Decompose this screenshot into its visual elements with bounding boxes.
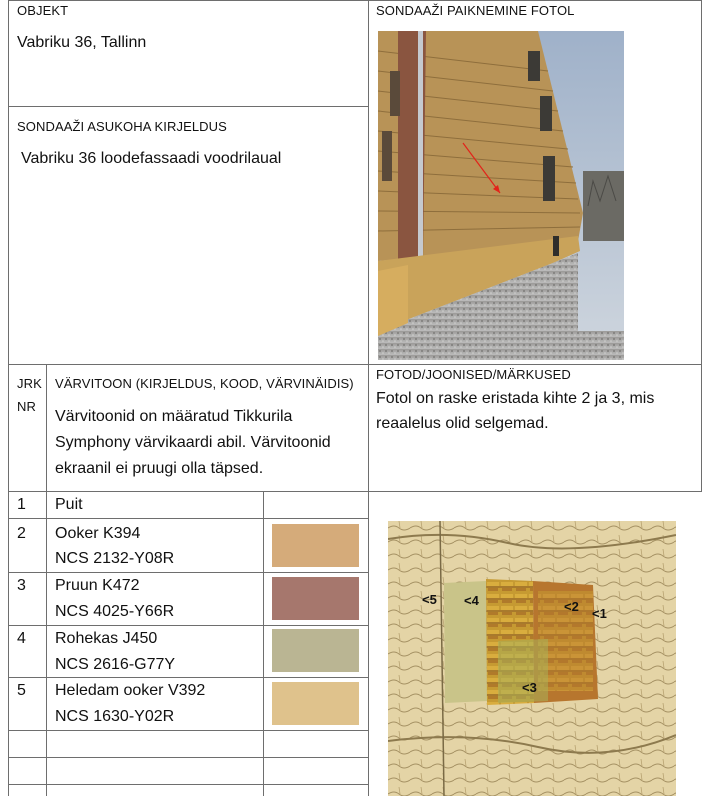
location-label: SONDAAŽI ASUKOHA KIRJELDUS xyxy=(17,119,227,134)
row-4-name: Rohekas J450 xyxy=(55,630,158,647)
row-divider-1 xyxy=(8,518,368,519)
row-1-name: Puit xyxy=(55,496,83,513)
row-2-name: Ooker K394 xyxy=(55,525,141,542)
color-note-line-1: Värvitoonid on määratud Tikkurila xyxy=(55,408,293,425)
table-border-right xyxy=(701,0,702,492)
marker-3: <3 xyxy=(522,680,537,695)
divider-object-location xyxy=(8,106,368,107)
divider-column-number xyxy=(46,364,47,796)
marker-2: <2 xyxy=(564,599,579,614)
building-photo xyxy=(378,31,624,360)
row-divider-2 xyxy=(8,572,368,573)
divider-section-colors xyxy=(8,364,701,365)
marker-5: <5 xyxy=(422,592,437,607)
row-1-number: 1 xyxy=(17,496,26,513)
number-header: JRK xyxy=(17,376,42,391)
row-4-swatch xyxy=(272,629,359,672)
color-header: VÄRVITOON (KIRJELDUS, KOOD, VÄRVINÄIDIS) xyxy=(55,376,354,391)
divider-colors-header xyxy=(8,491,701,492)
notes-label: FOTOD/JOONISED/MÄRKUSED xyxy=(376,367,571,382)
row-divider-3 xyxy=(8,625,368,626)
row-3-ncs: NCS 4025-Y66R xyxy=(55,603,175,620)
row-divider-5 xyxy=(8,730,368,731)
number-header-2: NR xyxy=(17,399,36,414)
table-border-left xyxy=(8,0,9,796)
object-label: OBJEKT xyxy=(17,3,69,18)
photo-label: SONDAAŽI PAIKNEMINE FOTOL xyxy=(376,3,575,18)
row-4-ncs: NCS 2616-G77Y xyxy=(55,656,176,673)
row-5-swatch xyxy=(272,682,359,725)
row-divider-6 xyxy=(8,757,368,758)
notes-line-2: reaalelus olid selgemad. xyxy=(376,415,549,432)
marker-1: <1 xyxy=(592,606,607,621)
location-value: Vabriku 36 loodefassaadi voodrilaual xyxy=(21,150,282,167)
row-5-name: Heledam ooker V392 xyxy=(55,682,206,699)
row-3-name: Pruun K472 xyxy=(55,577,140,594)
row-4-number: 4 xyxy=(17,630,26,647)
row-divider-4 xyxy=(8,677,368,678)
row-2-number: 2 xyxy=(17,525,26,542)
color-note-line-2: Symphony värvikaardi abil. Värvitoonid xyxy=(55,434,331,451)
row-5-ncs: NCS 1630-Y02R xyxy=(55,708,175,725)
color-note-line-3: ekraanil ei pruugi olla täpsed. xyxy=(55,460,264,477)
notes-line-1: Fotol on raske eristada kihte 2 ja 3, mis xyxy=(376,390,655,407)
row-5-number: 5 xyxy=(17,682,26,699)
row-2-swatch xyxy=(272,524,359,567)
sample-photo xyxy=(388,521,676,796)
table-border-top xyxy=(8,0,701,1)
marker-4: <4 xyxy=(464,593,479,608)
row-3-number: 3 xyxy=(17,577,26,594)
row-divider-7 xyxy=(8,784,368,785)
row-3-swatch xyxy=(272,577,359,620)
divider-column-middle xyxy=(368,0,369,796)
row-2-ncs: NCS 2132-Y08R xyxy=(55,550,175,567)
divider-column-swatch xyxy=(263,491,264,796)
object-value: Vabriku 36, Tallinn xyxy=(17,34,147,51)
